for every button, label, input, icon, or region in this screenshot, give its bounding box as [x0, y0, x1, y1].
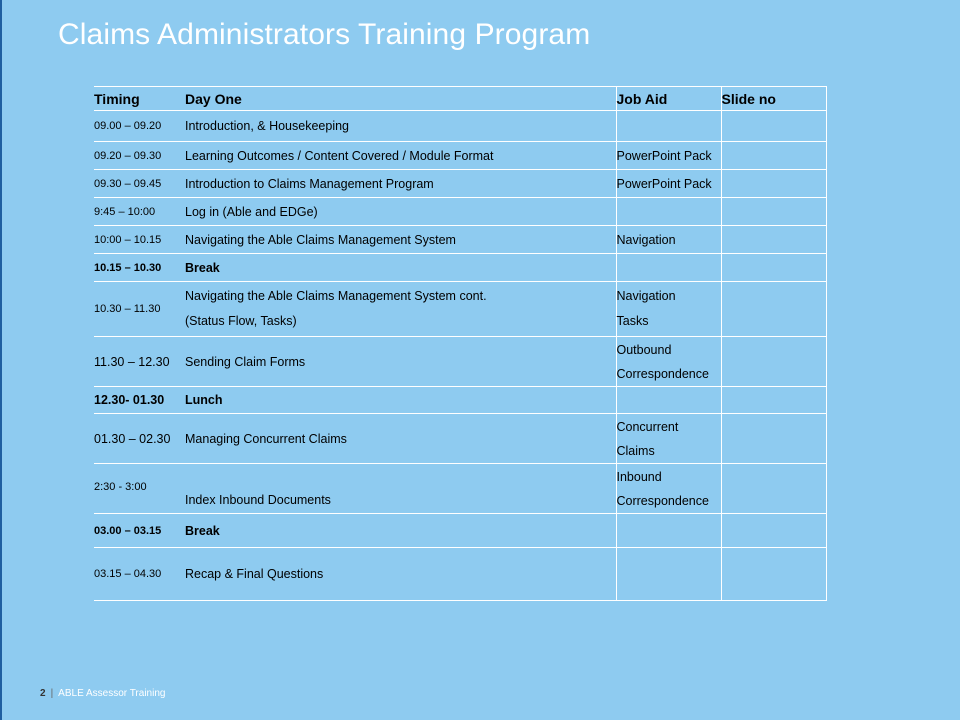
row-timing: 09.00 – 09.20	[94, 111, 185, 142]
row-activity: Log in (Able and EDGe)	[185, 198, 616, 226]
table-row	[94, 282, 826, 337]
row-activity: Break	[185, 254, 616, 282]
row-slide-no	[721, 514, 826, 548]
row-timing: 01.30 – 02.30	[94, 414, 185, 464]
row-job-aid	[616, 282, 721, 337]
row-timing: 09.20 – 09.30	[94, 142, 185, 170]
row-activity: Recap & Final Questions	[185, 548, 616, 601]
header-slide-no: Slide no	[721, 87, 826, 111]
row-timing: 03.15 – 04.30	[94, 548, 185, 601]
row-timing: 03.00 – 03.15	[94, 514, 185, 548]
footer-text: ABLE Assessor Training	[58, 688, 166, 699]
row-activity: Sending Claim Forms	[185, 337, 616, 387]
row-activity: Index Inbound Documents	[185, 464, 616, 514]
table-row	[94, 170, 826, 198]
row-job-aid-line: Inbound	[616, 469, 662, 484]
table-header-row	[94, 87, 826, 111]
row-slide-no	[721, 254, 826, 282]
header-job-aid: Job Aid	[616, 87, 721, 111]
row-slide-no	[721, 387, 826, 414]
row-job-aid-line: Navigation	[616, 289, 676, 303]
table-row	[94, 548, 826, 601]
row-job-aid-line: Tasks	[616, 314, 649, 328]
row-job-aid-line: Outbound	[616, 342, 672, 357]
row-job-aid	[616, 548, 721, 601]
row-slide-no	[721, 198, 826, 226]
row-job-aid-line: Correspondence	[616, 366, 709, 381]
table-row	[94, 514, 826, 548]
row-job-aid	[616, 414, 721, 464]
row-slide-no	[721, 337, 826, 387]
row-job-aid	[616, 514, 721, 548]
row-activity	[185, 282, 616, 337]
row-activity: Introduction, & Housekeeping	[185, 111, 616, 142]
row-slide-no	[721, 111, 826, 142]
row-activity-line: Navigating the Able Claims Management System cont.	[185, 289, 487, 303]
row-activity: Break	[185, 514, 616, 548]
row-slide-no	[721, 142, 826, 170]
table-row	[94, 198, 826, 226]
row-job-aid-line: Claims	[616, 443, 655, 458]
row-slide-no	[721, 548, 826, 601]
footer-separator: |	[50, 688, 54, 699]
left-edge-rule	[0, 0, 2, 720]
row-timing: 12.30- 01.30	[94, 387, 185, 414]
table-row	[94, 414, 826, 464]
row-activity: Managing Concurrent Claims	[185, 414, 616, 464]
header-timing: Timing	[94, 87, 185, 111]
table-row	[94, 387, 826, 414]
table-row	[94, 142, 826, 170]
row-activity: Navigating the Able Claims Management System	[185, 226, 616, 254]
row-job-aid	[616, 337, 721, 387]
row-job-aid-line: Correspondence	[616, 493, 709, 508]
slide-title: Claims Administrators Training Program	[58, 18, 591, 51]
row-slide-no	[721, 226, 826, 254]
row-slide-no	[721, 170, 826, 198]
row-slide-no	[721, 282, 826, 337]
row-timing: 2:30 - 3:00	[94, 464, 185, 514]
row-job-aid	[616, 198, 721, 226]
slide-footer	[40, 688, 165, 699]
table-row	[94, 337, 826, 387]
row-job-aid-line: Concurrent	[616, 419, 679, 434]
schedule-table	[94, 86, 827, 601]
header-day-one: Day One	[185, 87, 616, 111]
row-job-aid: PowerPoint Pack	[616, 170, 721, 198]
row-slide-no	[721, 414, 826, 464]
row-job-aid	[616, 111, 721, 142]
row-activity: Introduction to Claims Management Program	[185, 170, 616, 198]
row-activity-line: (Status Flow, Tasks)	[185, 314, 297, 328]
row-job-aid: PowerPoint Pack	[616, 142, 721, 170]
table-row	[94, 254, 826, 282]
row-slide-no	[721, 464, 826, 514]
row-timing: 11.30 – 12.30	[94, 337, 185, 387]
row-timing: 10:00 – 10.15	[94, 226, 185, 254]
table-row	[94, 111, 826, 142]
row-timing: 10.30 – 11.30	[94, 282, 185, 337]
row-job-aid	[616, 254, 721, 282]
row-timing: 09.30 – 09.45	[94, 170, 185, 198]
table-row	[94, 226, 826, 254]
row-job-aid	[616, 387, 721, 414]
row-timing: 10.15 – 10.30	[94, 254, 185, 282]
row-activity: Lunch	[185, 387, 616, 414]
row-job-aid	[616, 464, 721, 514]
row-timing: 9:45 – 10:00	[94, 198, 185, 226]
page-number: 2	[40, 688, 46, 699]
row-activity: Learning Outcomes / Content Covered / Module Format	[185, 142, 616, 170]
table-row	[94, 464, 826, 514]
row-job-aid: Navigation	[616, 226, 721, 254]
